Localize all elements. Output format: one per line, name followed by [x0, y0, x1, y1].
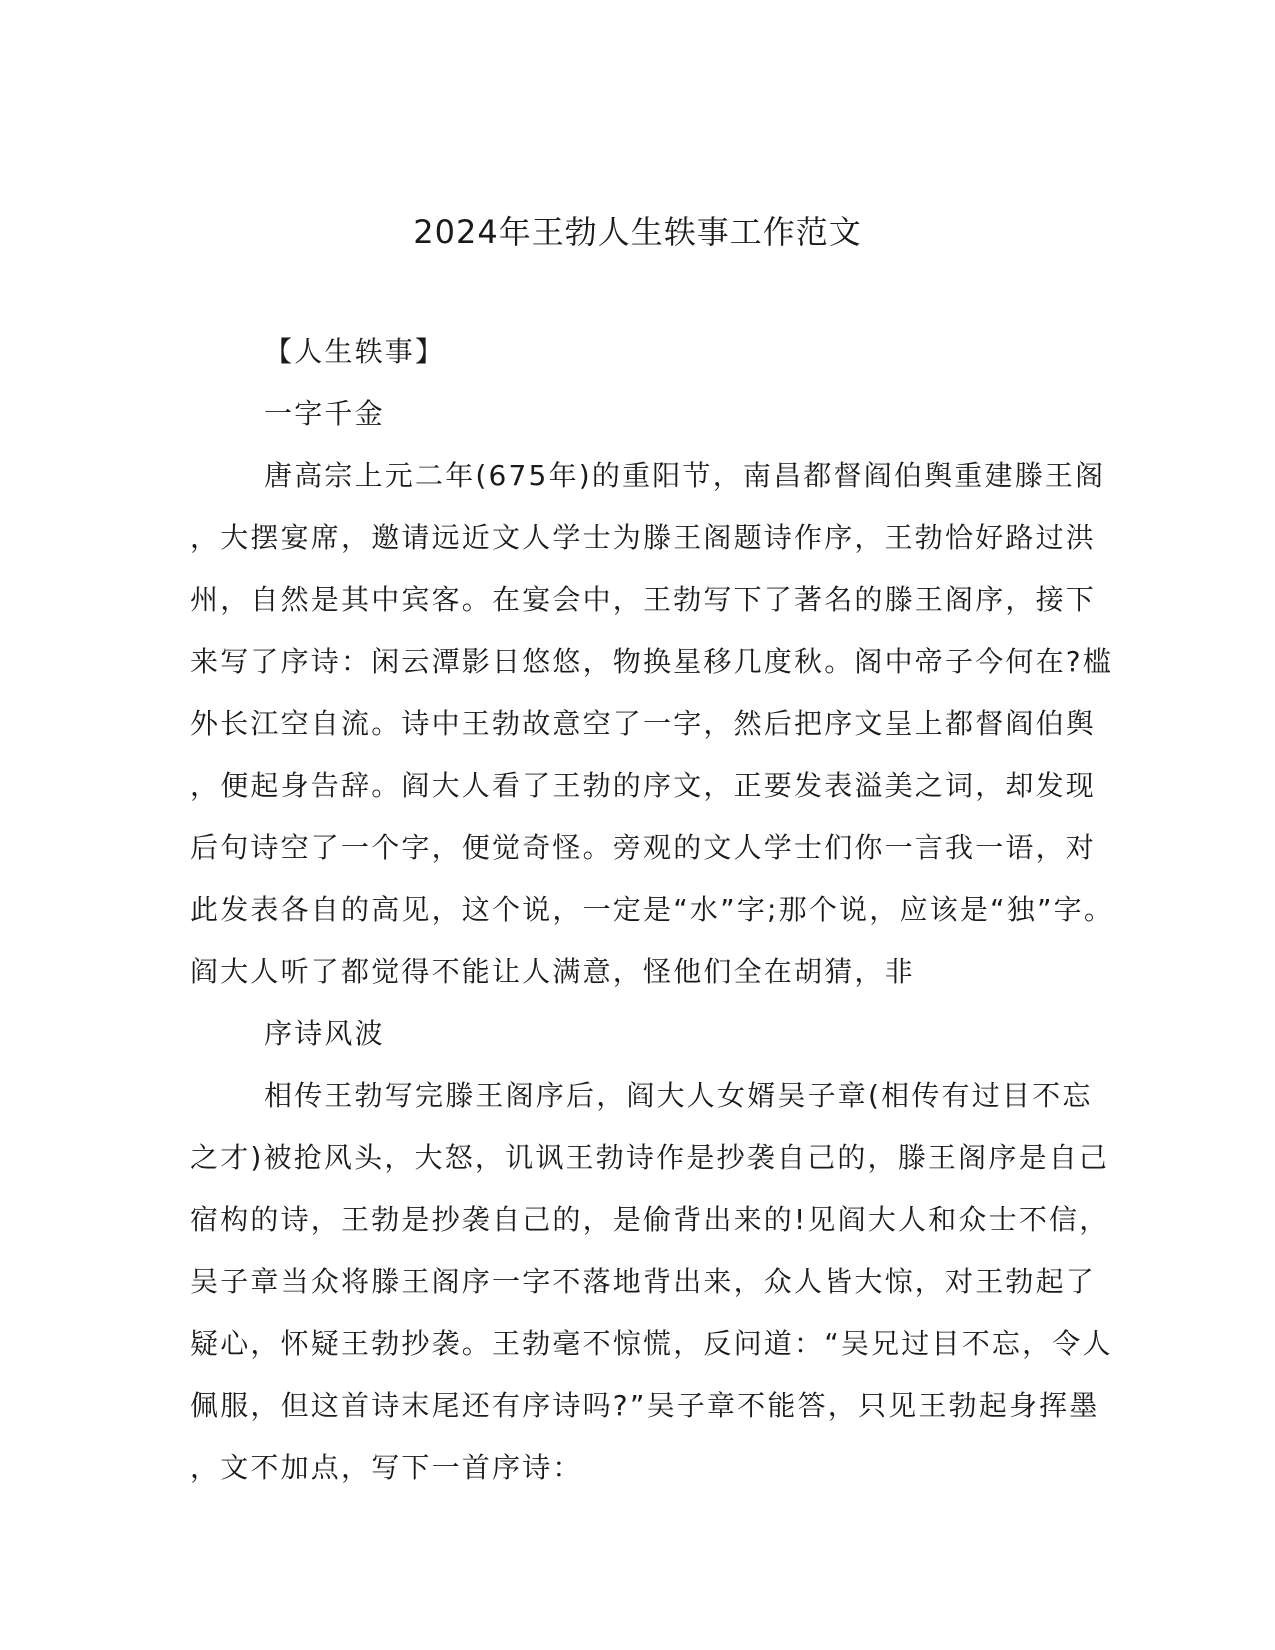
- paragraph-line: 佩服，但这首诗末尾还有序诗吗?”吴子章不能答，只见王勃起身挥墨: [190, 1389, 1100, 1422]
- document-title: 2024年王勃人生轶事工作范文: [413, 213, 862, 251]
- paragraph-line: 疑心，怀疑王勃抄袭。王勃毫不惊慌，反问道：“吴兄过目不忘，令人: [190, 1327, 1113, 1360]
- paragraph-line: 相传王勃写完滕王阁序后，阎大人女婿吴子章(相传有过目不忘: [264, 1079, 1093, 1112]
- paragraph-line: 吴子章当众将滕王阁序一字不落地背出来，众人皆大惊，对王勃起了: [190, 1265, 1097, 1298]
- paragraph-line: 唐高宗上元二年(675年)的重阳节，南昌都督阎伯舆重建滕王阁: [264, 459, 1106, 492]
- paragraph-line: 来写了序诗：闲云潭影日悠悠，物换星移几度秋。阁中帝子今何在?槛: [190, 645, 1114, 678]
- paragraph-line: 此发表各自的高见，这个说，一定是“水”字;那个说，应该是“独”字。: [190, 893, 1115, 926]
- paragraph-line: ，便起身告辞。阎大人看了王勃的序文，正要发表溢美之词，却发现: [190, 769, 1097, 802]
- subheading: 一字千金: [264, 397, 385, 430]
- paragraph-line: ，大摆宴席，邀请远近文人学士为滕王阁题诗作序，王勃恰好路过洪: [190, 521, 1097, 554]
- paragraph-line: 阎大人听了都觉得不能让人满意，怪他们全在胡猜，非: [190, 955, 915, 988]
- paragraph-line: 宿构的诗，王勃是抄袭自己的，是偷背出来的!见阎大人和众士不信，: [190, 1203, 1110, 1236]
- paragraph-line: 之才)被抢风头，大怒，讥讽王勃诗作是抄袭自己的，滕王阁序是自己: [190, 1141, 1110, 1174]
- paragraph-line: 外长江空自流。诗中王勃故意空了一字，然后把序文呈上都督阎伯舆: [190, 707, 1097, 740]
- paragraph-line: ，文不加点，写下一首序诗：: [190, 1451, 583, 1484]
- section-heading: 【人生轶事】: [264, 335, 446, 368]
- document-body: [190, 332, 1115, 1510]
- paragraph-line: 后句诗空了一个字，便觉奇怪。旁观的文人学士们你一言我一语，对: [190, 831, 1097, 864]
- paragraph-line: 州，自然是其中宾客。在宴会中，王勃写下了著名的滕王阁序，接下: [190, 583, 1097, 616]
- subheading: 序诗风波: [264, 1017, 385, 1050]
